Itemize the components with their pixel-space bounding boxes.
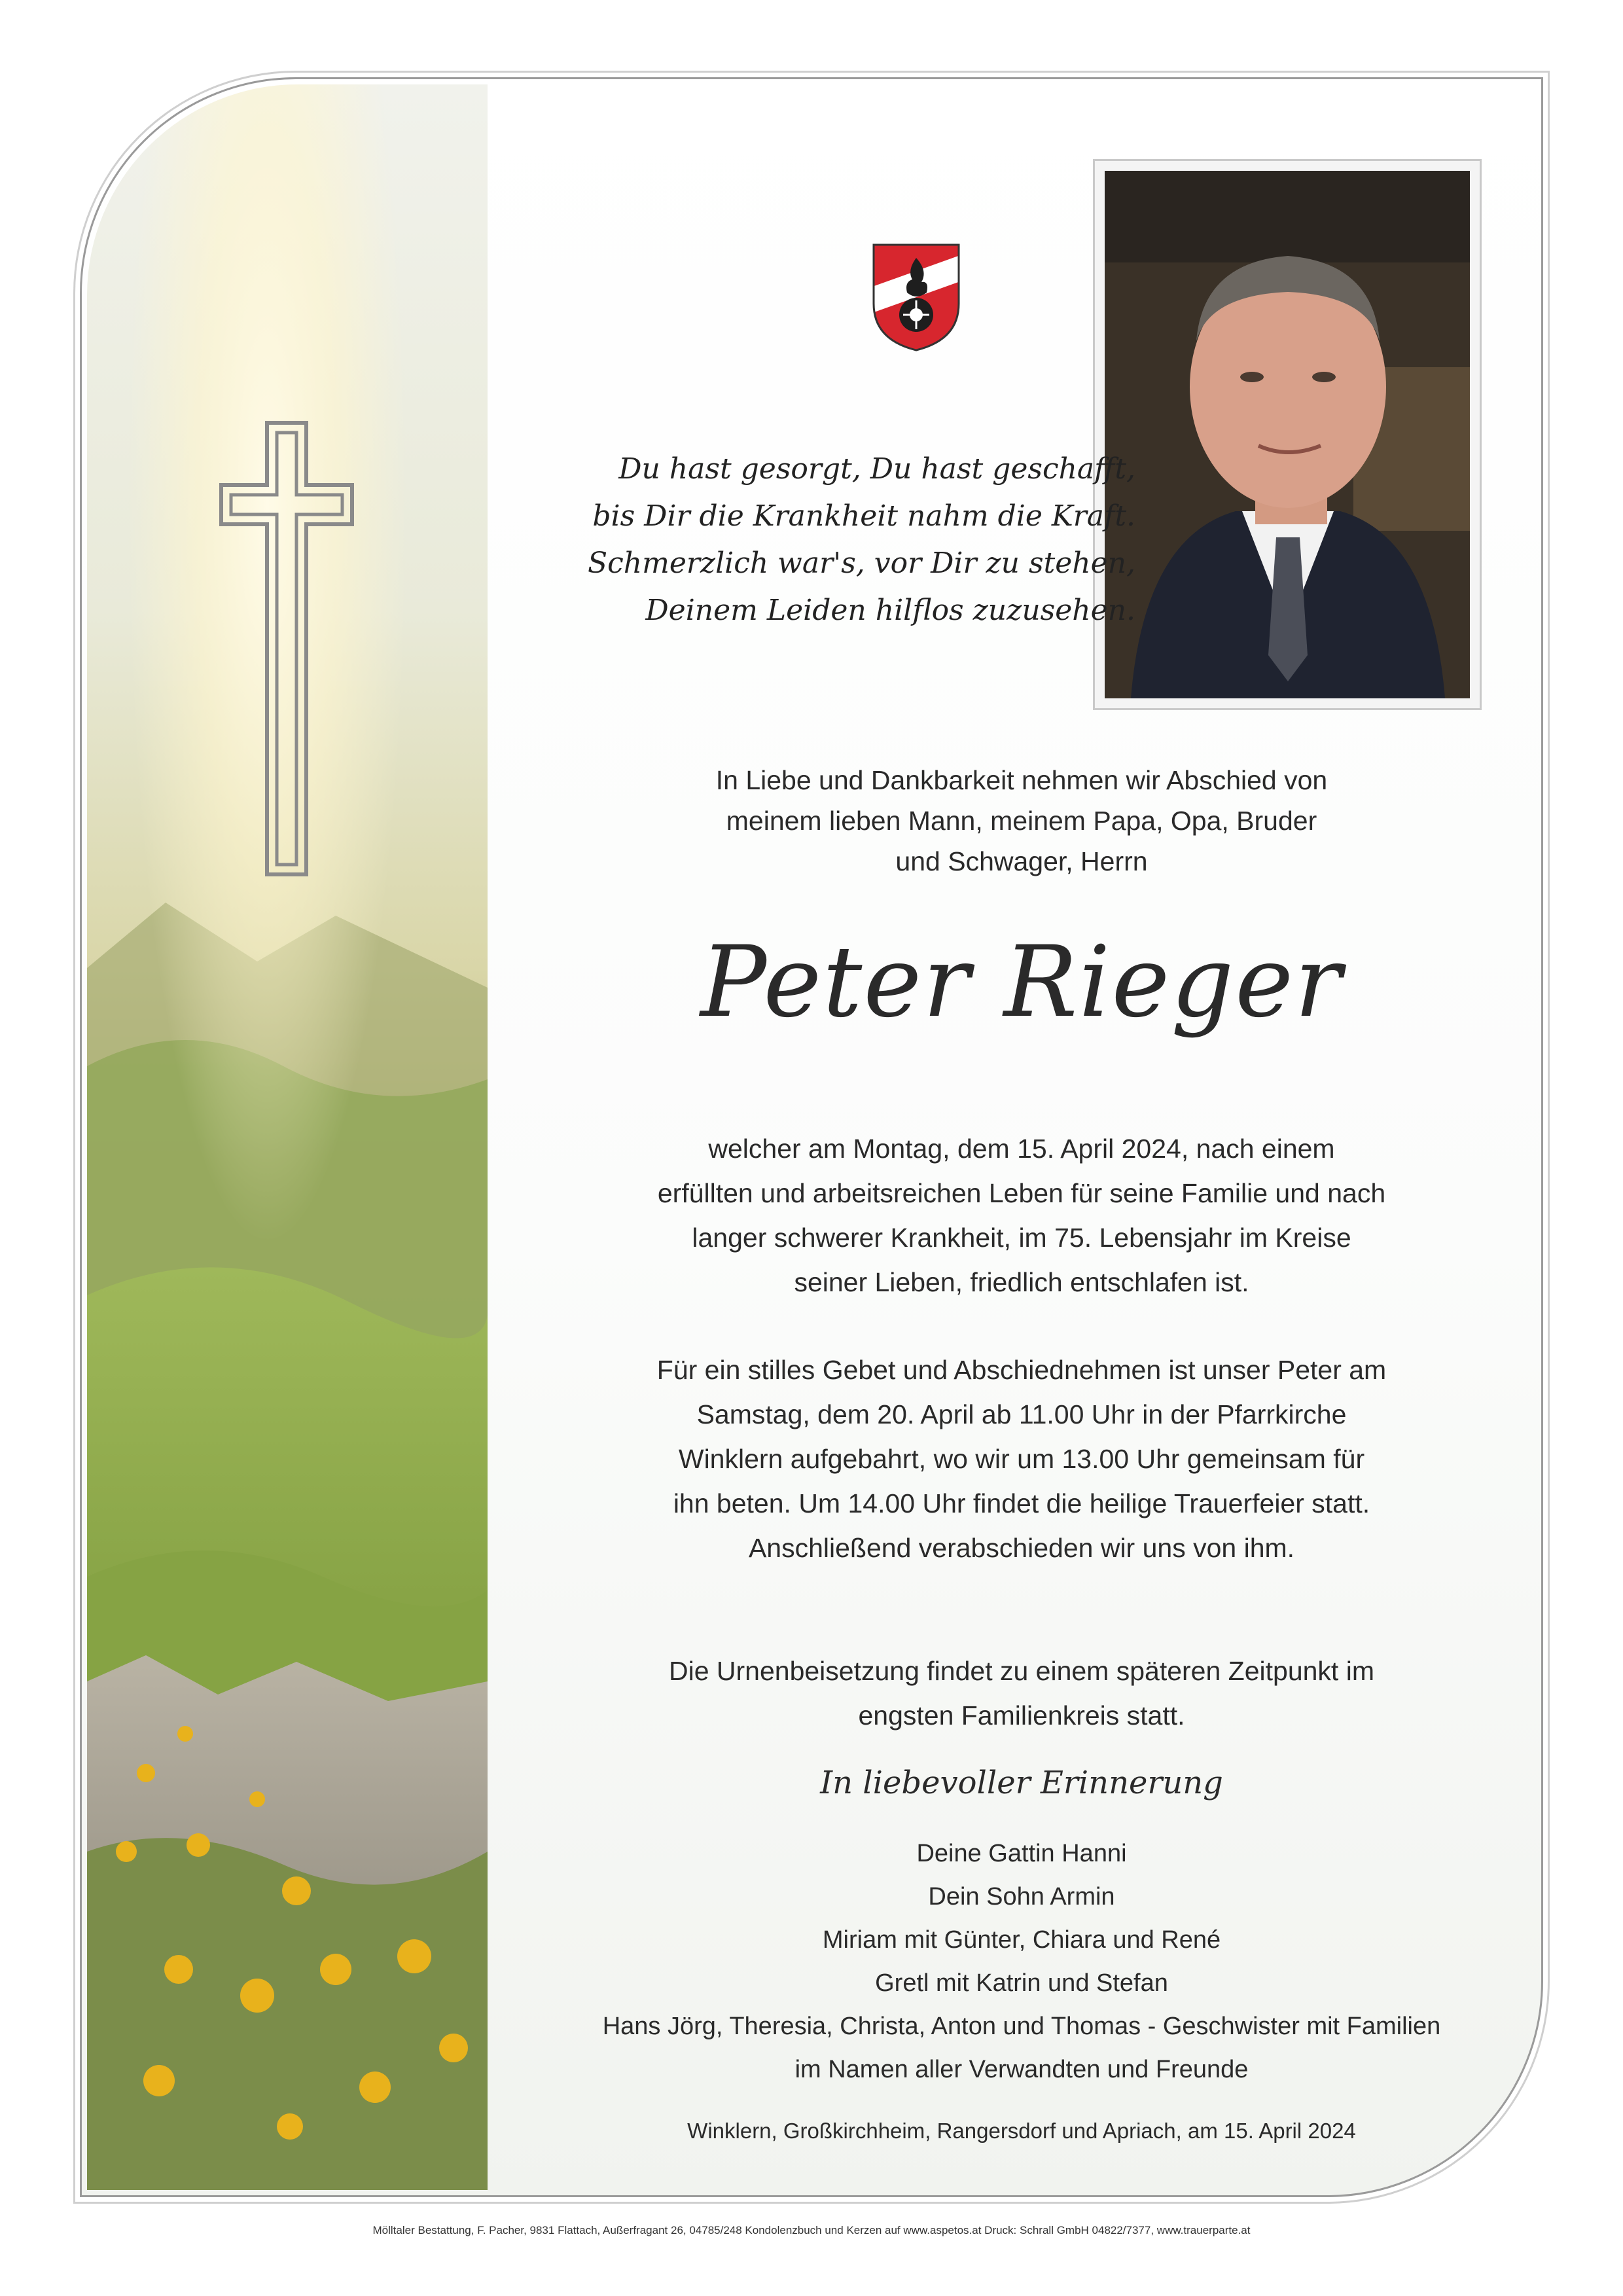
intro-text (531, 760, 1512, 882)
paragraph-line: Anschließend verabschieden wir uns von ihm. (748, 1533, 1295, 1563)
intro-line: meinem lieben Mann, meinem Papa, Opa, Bruder (726, 806, 1317, 836)
family-line: im Namen aller Verwandten und Freunde (794, 2056, 1249, 2083)
family-list (531, 1832, 1512, 2091)
landscape-image (87, 84, 488, 2190)
paragraph-line: erfüllten und arbeitsreichen Leben für seine Familie und nach (657, 1178, 1386, 1208)
paragraph-line: engsten Familienkreis statt. (858, 1700, 1185, 1731)
cross-icon (218, 420, 355, 878)
paragraph-line: langer schwerer Krankheit, im 75. Lebensjahr im Kreise (692, 1223, 1351, 1253)
intro-line: In Liebe und Dankbarkeit nehmen wir Abschied von (715, 765, 1328, 795)
family-line: Miriam mit Günter, Chiara und René (822, 1926, 1221, 1954)
verse-line: bis Dir die Krankheit nahm die Kraft. (592, 499, 1135, 533)
deceased-name: Peter Rieger (700, 925, 1343, 1039)
urn-burial-note (531, 1649, 1512, 1738)
paragraph-line: Samstag, dem 20. April ab 11.00 Uhr in der Pfarrkirche (696, 1399, 1347, 1429)
place-date: Winklern, Großkirchheim, Rangersdorf und Apriach, am 15. April 2024 (687, 2119, 1356, 2143)
family-line: Deine Gattin Hanni (916, 1840, 1127, 1867)
family-line: Hans Jörg, Theresia, Christa, Anton und Thomas - Geschwister mit Familien (602, 2013, 1441, 2040)
funeral-details (531, 1348, 1512, 1570)
verse-line: Deinem Leiden hilflos zuzusehen. (645, 594, 1135, 627)
portrait-photo-frame (1093, 159, 1482, 710)
family-line: Gretl mit Katrin und Stefan (875, 1969, 1168, 1997)
verse-line: Du hast gesorgt, Du hast geschafft, (618, 452, 1135, 486)
family-line: Dein Sohn Armin (928, 1883, 1115, 1910)
obituary-card (80, 77, 1543, 2197)
intro-line: und Schwager, Herrn (895, 846, 1148, 876)
paragraph-line: welcher am Montag, dem 15. April 2024, nach einem (708, 1134, 1335, 1164)
fire-brigade-crest-icon (870, 242, 962, 353)
portrait-photo (1105, 171, 1470, 698)
paragraph-line: Für ein stilles Gebet und Abschiednehmen ist unser Peter am (656, 1355, 1387, 1385)
memorial-verse (514, 446, 1135, 634)
paragraph-line: seiner Lieben, friedlich entschlafen ist. (794, 1267, 1249, 1297)
paragraph-line: Die Urnenbeisetzung findet zu einem späteren Zeitpunkt im (669, 1656, 1374, 1686)
verse-line: Schmerzlich war's, vor Dir zu stehen, (587, 547, 1135, 580)
paragraph-line: Winklern aufgebahrt, wo wir um 13.00 Uhr gemeinsam für (678, 1444, 1365, 1474)
memory-heading: In liebevoller Erinnerung (820, 1765, 1223, 1801)
death-announcement (531, 1126, 1512, 1304)
printer-footer: Mölltaler Bestattung, F. Pacher, 9831 Flattach, Außerfragant 26, 04785/248 Kondolenzbuch und Kerzen auf www.aspetos.at Druck: Schrall GmbH 04822/7377, www.trauerparte.at (372, 2224, 1251, 2236)
paragraph-line: ihn beten. Um 14.00 Uhr findet die heilige Trauerfeier statt. (673, 1488, 1370, 1518)
